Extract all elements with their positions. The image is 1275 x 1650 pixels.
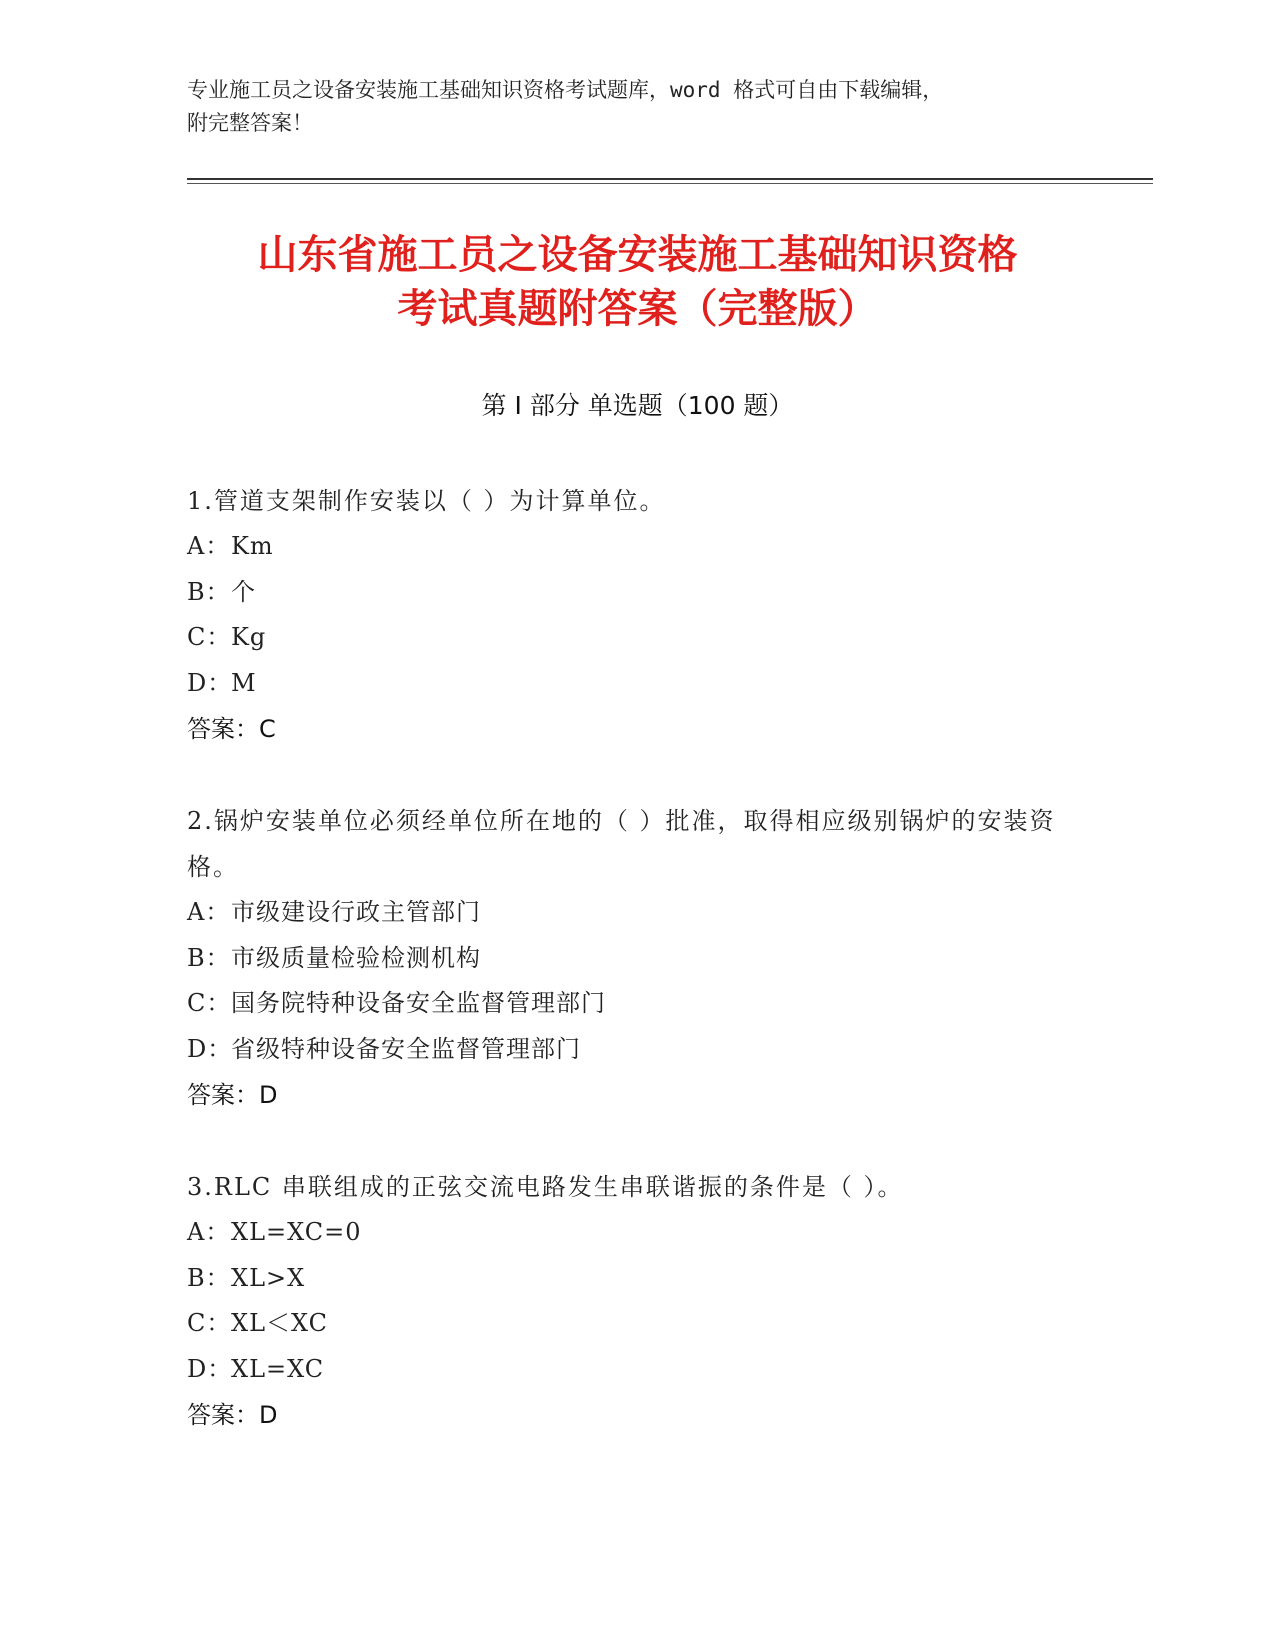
option-b <box>187 936 1077 982</box>
option-key: B： <box>187 1263 231 1292</box>
option-key: C： <box>187 989 232 1017</box>
option-d <box>187 661 1077 707</box>
question-3 <box>187 1164 1077 1438</box>
option-text: Km <box>231 532 274 560</box>
option-key: A： <box>187 532 231 560</box>
option-key: A： <box>187 1218 231 1246</box>
header-note-line-2: 附完整答案！ <box>187 111 313 135</box>
option-text: Kg <box>231 623 267 651</box>
answer-label: 答案：C <box>187 715 276 743</box>
option-c <box>187 615 1077 661</box>
option-b <box>187 1256 1077 1302</box>
option-key: D： <box>187 1034 233 1063</box>
option-a <box>187 524 1077 570</box>
option-key: B： <box>187 943 231 972</box>
option-a <box>187 1210 1077 1256</box>
header-divider <box>187 178 1153 180</box>
question-stem: 3.RLC 串联组成的正弦交流电路发生串联谐振的条件是（ ）。 <box>187 1173 904 1201</box>
option-key: D： <box>187 1354 233 1383</box>
question-1 <box>187 478 1077 752</box>
option-key: C： <box>187 1309 232 1337</box>
option-d <box>187 1347 1077 1393</box>
header-note <box>187 74 1087 140</box>
option-text: XL=XC <box>231 1354 325 1383</box>
option-key: B： <box>187 577 231 606</box>
option-c <box>187 981 1077 1027</box>
document-title <box>150 228 1125 336</box>
title-line-2: 考试真题附答案（完整版） <box>397 286 878 332</box>
option-text: 国务院特种设备安全监督管理部门 <box>231 989 606 1017</box>
question-stem: 2.锅炉安装单位必须经单位所在地的（ ）批准，取得相应级别锅炉的安装资格。 <box>187 807 1056 881</box>
option-text: XL=XC=0 <box>231 1218 362 1246</box>
option-text: XL＜XC <box>231 1309 329 1337</box>
answer-label: 答案：D <box>187 1401 278 1429</box>
title-line-1: 山东省施工员之设备安装施工基础知识资格 <box>257 232 1018 278</box>
option-text: XL>X <box>231 1263 306 1292</box>
option-b <box>187 570 1077 616</box>
option-text: 个 <box>231 577 256 606</box>
answer-label: 答案：D <box>187 1081 278 1109</box>
option-key: A： <box>187 898 231 926</box>
option-text: 市级质量检验检测机构 <box>231 943 481 972</box>
option-text: 省级特种设备安全监督管理部门 <box>231 1034 581 1063</box>
option-text: M <box>231 668 257 697</box>
option-key: C： <box>187 623 232 651</box>
question-2 <box>187 798 1077 1118</box>
question-stem: 1.管道支架制作安装以（ ）为计算单位。 <box>187 487 666 515</box>
option-c <box>187 1301 1077 1347</box>
header-divider-thin <box>187 183 1153 184</box>
question-list <box>187 478 1077 1484</box>
option-key: D： <box>187 668 233 697</box>
option-d <box>187 1027 1077 1073</box>
option-a <box>187 890 1077 936</box>
header-note-line-1: 专业施工员之设备安装施工基础知识资格考试题库，word 格式可自由下载编辑， <box>187 78 944 102</box>
section-heading: 第 I 部分 单选题（100 题） <box>481 391 794 420</box>
option-text: 市级建设行政主管部门 <box>231 898 481 926</box>
